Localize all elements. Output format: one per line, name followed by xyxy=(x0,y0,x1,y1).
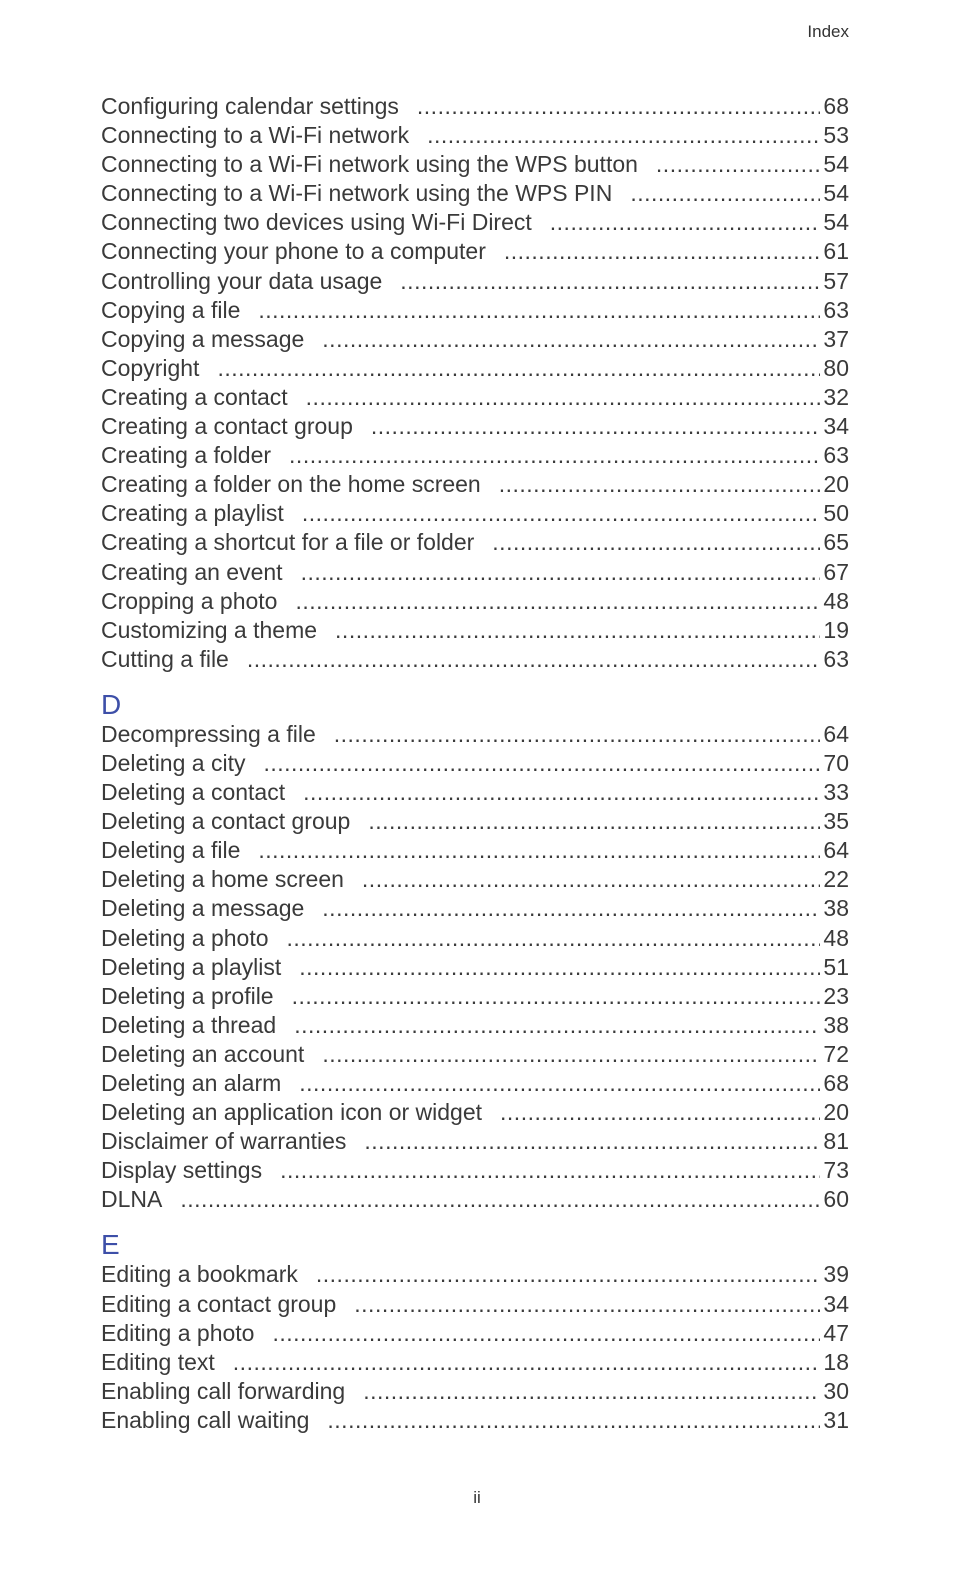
index-entry[interactable] xyxy=(101,558,849,587)
dot-leader xyxy=(263,749,820,778)
entry-label: Connecting to a Wi-Fi network xyxy=(101,122,410,149)
entry-label: Configuring calendar settings xyxy=(101,93,399,119)
dot-leader xyxy=(302,499,821,528)
dot-leader xyxy=(272,1319,820,1348)
entry-page-number: 54 xyxy=(823,180,849,207)
dot-leader xyxy=(504,237,821,266)
entry-page-number: 48 xyxy=(823,924,849,951)
index-entry[interactable] xyxy=(101,924,849,953)
entry-label: Creating a contact group xyxy=(101,413,353,440)
index-entry[interactable] xyxy=(101,412,849,441)
entry-label: Disclaimer of warranties xyxy=(101,1128,347,1155)
dot-leader xyxy=(299,1069,820,1098)
entry-page-number: 35 xyxy=(823,808,849,835)
entry-page-number: 38 xyxy=(823,1011,849,1038)
entry-label: Deleting an application icon or widget xyxy=(101,1099,483,1126)
entry-label: Cutting a file xyxy=(101,645,229,672)
dot-leader xyxy=(292,982,821,1011)
entry-page-number: 32 xyxy=(823,383,849,410)
index-entry[interactable] xyxy=(101,296,849,325)
entry-page-number: 20 xyxy=(823,1099,849,1126)
entry-label: Deleting a city xyxy=(101,749,246,776)
index-entry[interactable] xyxy=(101,1377,849,1406)
entry-label: Creating an event xyxy=(101,558,283,585)
index-entry[interactable] xyxy=(101,1406,849,1435)
section-letter: D xyxy=(101,688,122,720)
index-entry[interactable] xyxy=(101,865,849,894)
index-entry[interactable] xyxy=(101,1156,849,1185)
dot-leader xyxy=(289,441,820,470)
index-entry[interactable] xyxy=(101,894,849,923)
index-entry[interactable] xyxy=(101,1319,849,1348)
dot-leader xyxy=(334,720,821,749)
dot-leader xyxy=(233,1348,821,1377)
entry-label: Deleting a contact xyxy=(101,779,286,806)
index-list xyxy=(101,92,849,1435)
entry-page-number: 48 xyxy=(823,587,849,614)
entry-page-number: 18 xyxy=(823,1348,849,1375)
entry-page-number: 63 xyxy=(823,442,849,469)
index-entry[interactable] xyxy=(101,325,849,354)
entry-label: Deleting a contact group xyxy=(101,808,351,835)
entry-page-number: 72 xyxy=(823,1040,849,1067)
index-entry[interactable] xyxy=(101,208,849,237)
dot-leader xyxy=(550,208,821,237)
entry-label: Copying a file xyxy=(101,296,241,323)
dot-leader xyxy=(417,92,821,121)
index-entry[interactable] xyxy=(101,1040,849,1069)
dot-leader xyxy=(364,1127,820,1156)
entry-page-number: 81 xyxy=(823,1128,849,1155)
entry-label: Controlling your data usage xyxy=(101,267,383,294)
entry-page-number: 34 xyxy=(823,413,849,440)
entry-page-number: 63 xyxy=(823,296,849,323)
entry-page-number: 34 xyxy=(823,1290,849,1317)
dot-leader xyxy=(247,645,821,674)
entry-page-number: 70 xyxy=(823,749,849,776)
dot-leader xyxy=(427,121,820,150)
entry-page-number: 67 xyxy=(823,558,849,585)
index-entry[interactable] xyxy=(101,1185,849,1214)
entry-label: Deleting an account xyxy=(101,1040,305,1067)
entry-page-number: 51 xyxy=(823,953,849,980)
entry-label: Editing a bookmark xyxy=(101,1261,298,1288)
entry-label: Creating a folder on the home screen xyxy=(101,471,481,498)
dot-leader xyxy=(322,325,820,354)
index-entry[interactable] xyxy=(101,1098,849,1127)
entry-label: Deleting a playlist xyxy=(101,953,282,980)
index-entry[interactable] xyxy=(101,1348,849,1377)
dot-leader xyxy=(335,616,820,645)
index-entry[interactable] xyxy=(101,720,849,749)
index-entry[interactable] xyxy=(101,1011,849,1040)
index-entry[interactable] xyxy=(101,237,849,266)
entry-label: Deleting a home screen xyxy=(101,866,344,893)
entry-label: Deleting an alarm xyxy=(101,1070,282,1096)
entry-label: Cropping a photo xyxy=(101,587,278,614)
entry-label: Deleting a file xyxy=(101,837,241,864)
index-entry[interactable] xyxy=(101,587,849,616)
index-entry[interactable] xyxy=(101,528,849,557)
entry-page-number: 68 xyxy=(823,1070,849,1096)
entry-page-number: 23 xyxy=(823,982,849,1009)
index-entry[interactable] xyxy=(101,267,849,296)
dot-leader xyxy=(287,924,821,953)
dot-leader xyxy=(354,1290,820,1319)
index-entry[interactable] xyxy=(101,92,849,121)
entry-label: Editing text xyxy=(101,1348,215,1375)
entry-page-number: 39 xyxy=(823,1261,849,1288)
entry-label: Deleting a profile xyxy=(101,982,274,1009)
dot-leader xyxy=(258,836,820,865)
dot-leader xyxy=(362,865,820,894)
index-entry[interactable] xyxy=(101,499,849,528)
entry-label: Customizing a theme xyxy=(101,616,318,643)
dot-leader xyxy=(371,412,821,441)
entry-label: Copying a message xyxy=(101,325,305,352)
entry-label: Enabling call forwarding xyxy=(101,1377,346,1404)
entry-label: Creating a playlist xyxy=(101,500,284,527)
entry-page-number: 64 xyxy=(823,837,849,864)
entry-label: Editing a contact group xyxy=(101,1290,337,1317)
entry-page-number: 22 xyxy=(823,866,849,893)
dot-leader xyxy=(630,179,820,208)
dot-leader xyxy=(301,558,821,587)
dot-leader xyxy=(180,1185,820,1214)
entry-page-number: 37 xyxy=(823,325,849,352)
dot-leader xyxy=(656,150,820,179)
dot-leader xyxy=(368,807,820,836)
dot-leader xyxy=(280,1156,820,1185)
dot-leader xyxy=(295,587,820,616)
entry-label: Connecting two devices using Wi-Fi Direct xyxy=(101,209,532,236)
running-header: Index xyxy=(807,22,849,41)
entry-page-number: 54 xyxy=(823,151,849,178)
index-entry[interactable] xyxy=(101,441,849,470)
index-entry[interactable] xyxy=(101,749,849,778)
entry-label: Connecting to a Wi-Fi network using the WPS button xyxy=(101,151,638,178)
index-entry[interactable] xyxy=(101,778,849,807)
index-entry[interactable] xyxy=(101,1127,849,1156)
entry-page-number: 68 xyxy=(823,93,849,119)
dot-leader xyxy=(363,1377,820,1406)
dot-leader xyxy=(299,953,820,982)
entry-page-number: 53 xyxy=(823,122,849,149)
entry-page-number: 20 xyxy=(823,471,849,498)
index-entry[interactable] xyxy=(101,121,849,150)
dot-leader xyxy=(316,1260,821,1289)
entry-label: Editing a photo xyxy=(101,1319,255,1346)
entry-page-number: 33 xyxy=(823,779,849,806)
section-letter: E xyxy=(101,1229,120,1261)
index-entry[interactable] xyxy=(101,807,849,836)
index-entry[interactable] xyxy=(101,616,849,645)
entry-page-number: 64 xyxy=(823,720,849,747)
entry-label: Copyright xyxy=(101,354,200,381)
index-entry[interactable] xyxy=(101,953,849,982)
dot-leader xyxy=(303,778,820,807)
entry-page-number: 63 xyxy=(823,645,849,672)
entry-page-number: 54 xyxy=(823,209,849,236)
entry-label: Decompressing a file xyxy=(101,720,316,747)
index-entry[interactable] xyxy=(101,1290,849,1319)
dot-leader xyxy=(327,1406,820,1435)
entry-page-number: 60 xyxy=(823,1186,849,1213)
index-entry[interactable] xyxy=(101,383,849,412)
entry-label: Connecting to a Wi-Fi network using the WPS PIN xyxy=(101,180,613,207)
dot-leader xyxy=(258,296,820,325)
entry-label: Deleting a message xyxy=(101,895,305,922)
dot-leader xyxy=(294,1011,820,1040)
index-entry[interactable] xyxy=(101,982,849,1011)
entry-label: Creating a shortcut for a file or folder xyxy=(101,529,475,556)
dot-leader xyxy=(217,354,820,383)
dot-leader xyxy=(322,894,820,923)
dot-leader xyxy=(400,267,820,296)
entry-page-number: 65 xyxy=(823,529,849,556)
entry-label: Connecting your phone to a computer xyxy=(101,238,486,265)
entry-page-number: 47 xyxy=(823,1319,849,1346)
index-entry[interactable] xyxy=(101,470,849,499)
entry-page-number: 73 xyxy=(823,1157,849,1184)
dot-leader xyxy=(499,470,821,499)
index-entry[interactable] xyxy=(101,354,849,383)
index-entry[interactable] xyxy=(101,1069,849,1098)
entry-page-number: 57 xyxy=(823,267,849,294)
entry-label: Deleting a thread xyxy=(101,1011,277,1038)
page-number: ii xyxy=(473,1488,481,1507)
index-entry[interactable] xyxy=(101,1260,849,1289)
index-entry[interactable] xyxy=(101,150,849,179)
entry-label: Creating a contact xyxy=(101,383,288,410)
entry-page-number: 31 xyxy=(823,1406,849,1433)
dot-leader xyxy=(500,1098,820,1127)
index-entry[interactable] xyxy=(101,836,849,865)
dot-leader xyxy=(322,1040,820,1069)
entry-label: Deleting a photo xyxy=(101,924,269,951)
entry-page-number: 61 xyxy=(823,238,849,265)
entry-page-number: 80 xyxy=(823,354,849,381)
entry-label: DLNA xyxy=(101,1186,163,1213)
entry-label: Enabling call waiting xyxy=(101,1406,310,1433)
dot-leader xyxy=(492,528,820,557)
entry-page-number: 38 xyxy=(823,895,849,922)
entry-page-number: 50 xyxy=(823,500,849,527)
index-entry[interactable] xyxy=(101,179,849,208)
entry-label: Display settings xyxy=(101,1157,263,1184)
index-entry[interactable] xyxy=(101,645,849,674)
entry-page-number: 19 xyxy=(823,616,849,643)
entry-page-number: 30 xyxy=(823,1377,849,1404)
dot-leader xyxy=(306,383,821,412)
entry-label: Creating a folder xyxy=(101,442,272,469)
